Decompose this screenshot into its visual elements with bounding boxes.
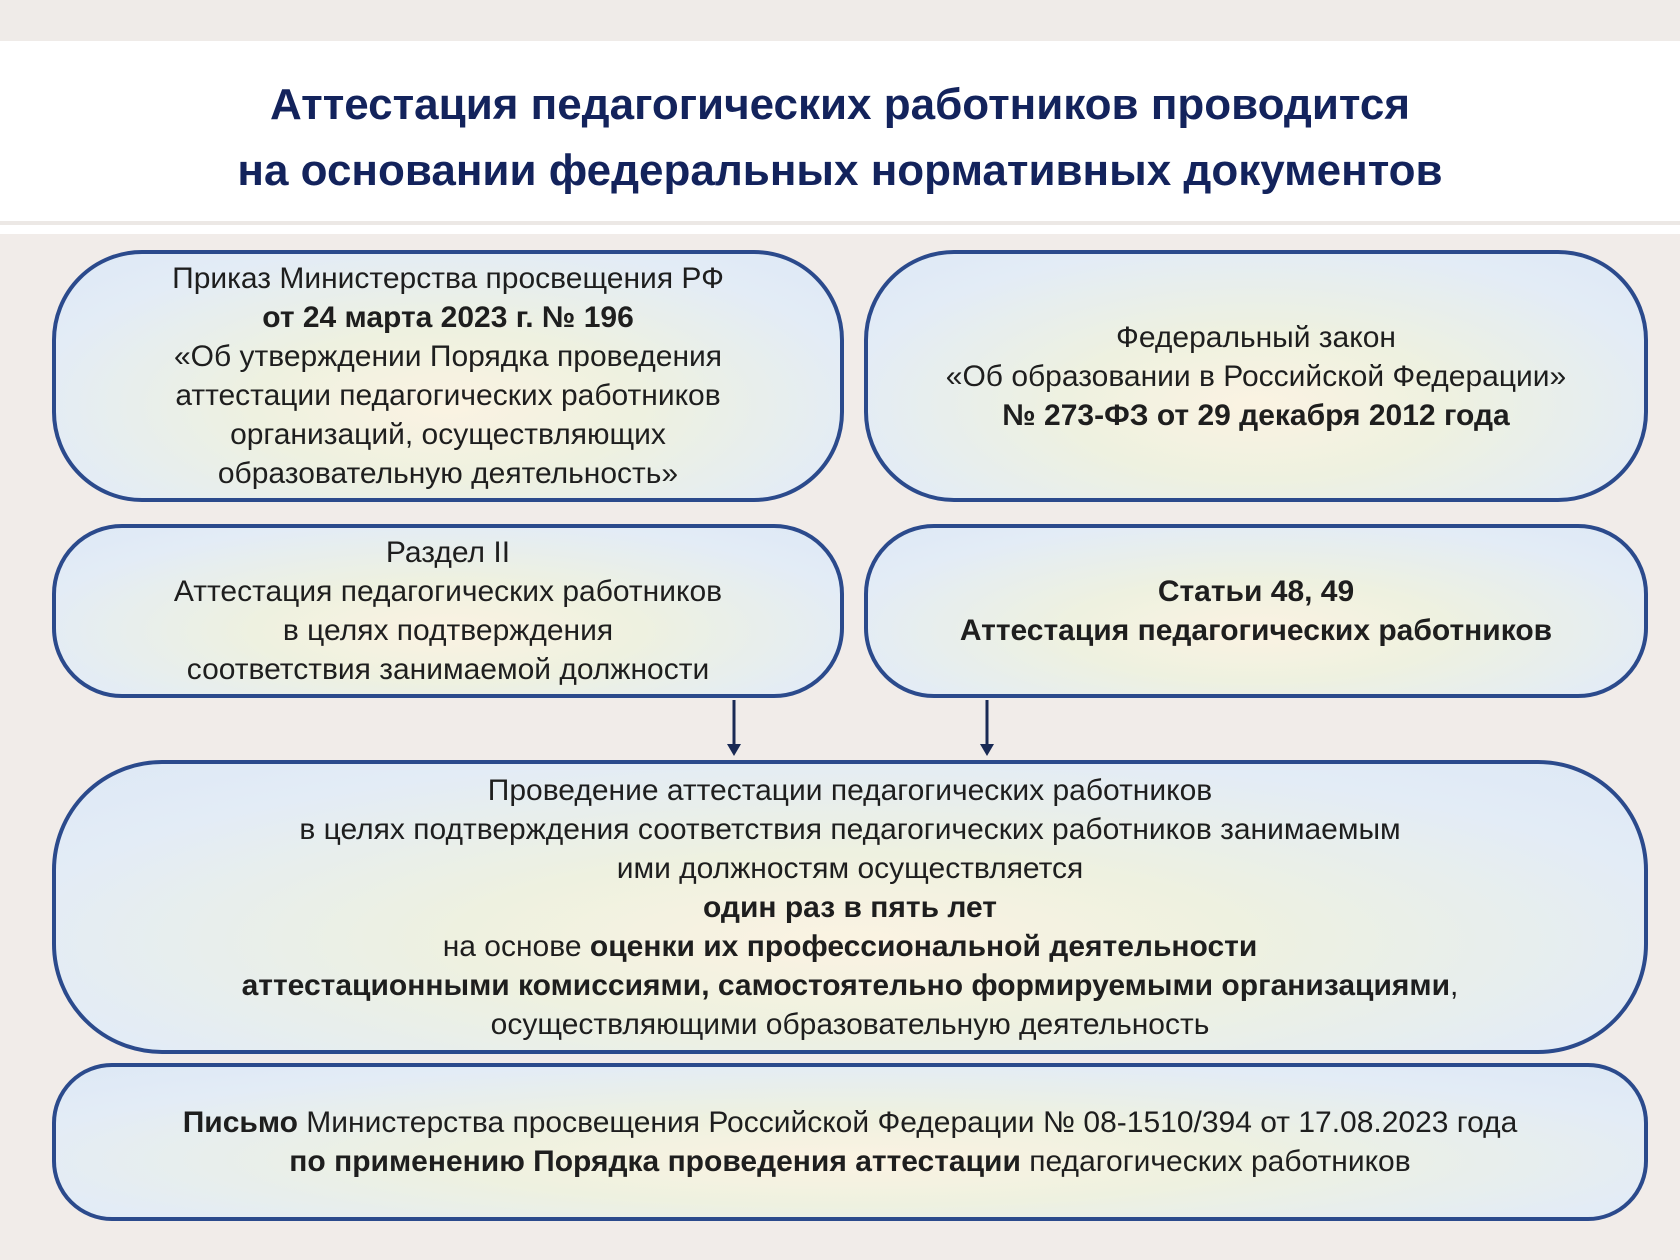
main-line-6-suffix: , — [1450, 968, 1459, 1002]
title-line-2: на основании федеральных нормативных документов — [237, 146, 1443, 195]
law-line-3: № 273-ФЗ от 29 декабря 2012 года — [1002, 398, 1510, 432]
main-line-7: осуществляющими образовательную деятельность — [490, 1007, 1210, 1041]
letter-box — [52, 1063, 1648, 1221]
letter-line-2 — [289, 1142, 1410, 1181]
top-strip — [0, 0, 1680, 41]
main-line-3: ими должностям осуществляется — [616, 851, 1084, 885]
order-line-4: аттестации педагогических работников — [175, 379, 721, 412]
order-line-3: «Об утверждении Порядка проведения — [173, 340, 723, 373]
page-title — [0, 72, 1680, 204]
letter-line-1-bold: Письмо — [182, 1106, 298, 1139]
main-line-6-bold: аттестационными комиссиями, самостоятельно формируемыми организациями — [241, 968, 1451, 1002]
letter-line-1 — [183, 1103, 1518, 1142]
section-box — [52, 524, 844, 698]
main-line-5 — [443, 927, 1258, 966]
down-arrow-left — [724, 700, 744, 758]
title-line-1: Аттестация педагогических работников проводится — [269, 80, 1411, 129]
order-line-2: от 24 марта 2023 г. № 196 — [262, 301, 634, 334]
law-line-2: «Об образовании в Российской Федерации» — [945, 359, 1567, 393]
articles-box — [864, 524, 1648, 698]
main-line-4: один раз в пять лет — [702, 890, 997, 924]
main-line-5-bold: оценки их профессиональной деятельности — [589, 929, 1258, 963]
section-line-4: соответствия занимаемой должности — [186, 653, 710, 686]
order-line-1: Приказ Министерства просвещения РФ — [172, 262, 724, 295]
order-line-5: организаций, осуществляющих — [230, 418, 666, 451]
main-box — [52, 760, 1648, 1054]
order-line-6: образовательную деятельность» — [217, 457, 679, 490]
main-line-5-prefix: на основе — [442, 929, 590, 963]
section-line-2: Аттестация педагогических работников — [173, 575, 723, 608]
main-line-2: в целях подтверждения соответствия педагогических работников занимаемым — [299, 812, 1401, 846]
section-line-3: в целях подтверждения — [282, 614, 614, 647]
articles-line-2: Аттестация педагогических работников — [959, 614, 1553, 647]
law-line-1: Федеральный закон — [1116, 320, 1396, 354]
main-line-6 — [242, 966, 1459, 1005]
letter-line-2-rest: педагогических работников — [1020, 1145, 1411, 1178]
letter-line-1-rest: Министерства просвещения Российской Федерации № 08-1510/394 от 17.08.2023 года — [297, 1106, 1518, 1139]
letter-line-2-bold: по применению Порядка проведения аттестации — [289, 1145, 1021, 1178]
order-box — [52, 250, 844, 502]
down-arrow-right — [977, 700, 997, 758]
main-line-1: Проведение аттестации педагогических работников — [487, 773, 1213, 807]
articles-line-1: Статьи 48, 49 — [1157, 575, 1355, 608]
law-box — [864, 250, 1648, 502]
section-line-1: Раздел II — [385, 536, 511, 569]
header-divider — [0, 221, 1680, 234]
